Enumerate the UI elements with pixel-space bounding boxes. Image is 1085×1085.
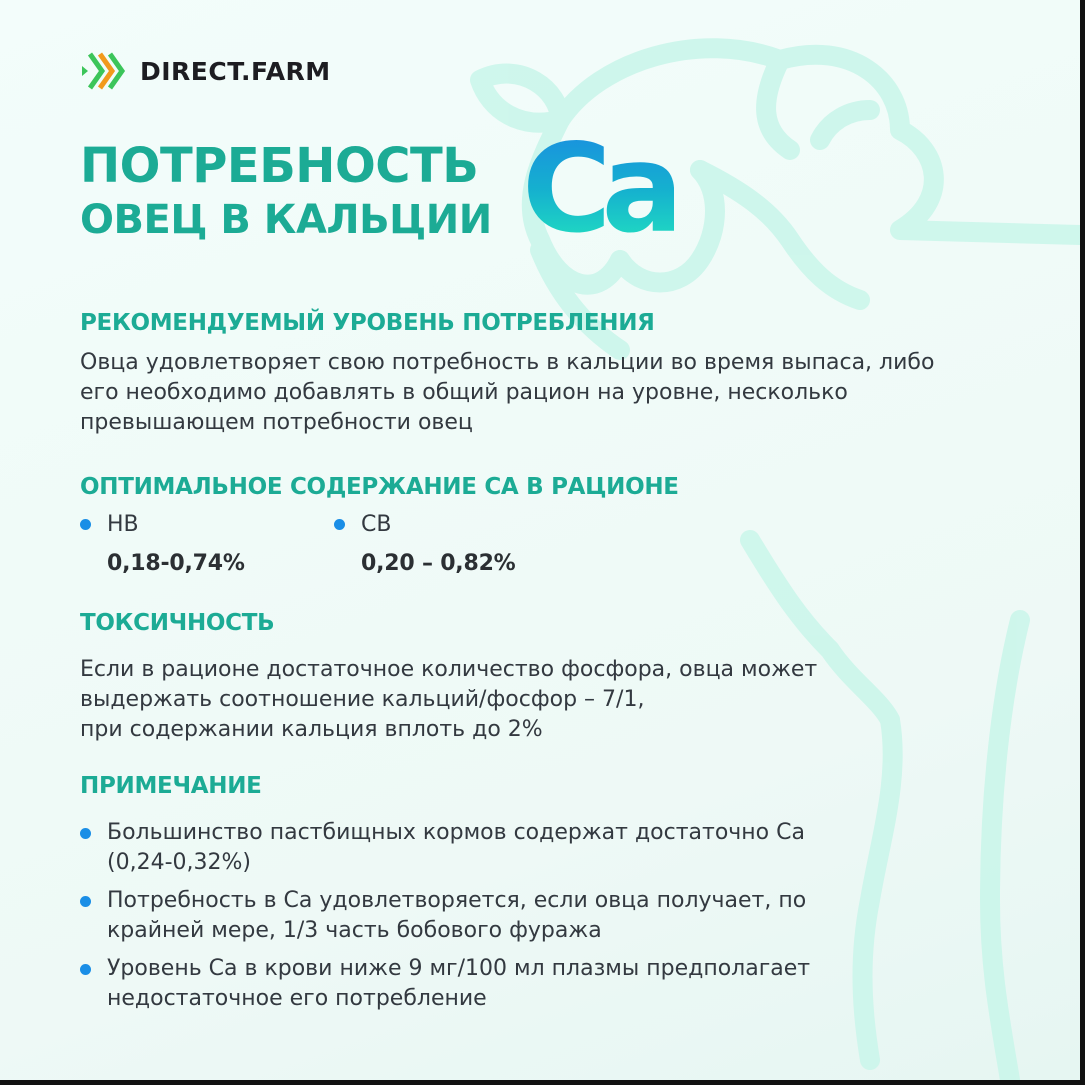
optimal-item-hb: [80, 512, 245, 576]
text-line: Овца удовлетворяет свою потребность в кальции во время выпаса, либо: [80, 350, 935, 375]
text-line: Уровень Са в крови ниже 9 мг/100 мл плазмы предполагает: [107, 956, 811, 981]
text-line: недостаточное его потребление: [107, 986, 487, 1011]
title-line-1: ПОТРЕБНОСТЬ: [80, 138, 479, 194]
optimal-label: НВ: [107, 512, 139, 537]
note-text: [107, 818, 805, 878]
optimal-item-cb: [334, 512, 516, 576]
list-item: [80, 886, 980, 946]
brand-logo: [80, 46, 331, 96]
chevrons-logo-icon: [80, 46, 130, 96]
text-line: (0,24-0,32%): [107, 850, 251, 875]
optimal-label: СВ: [361, 512, 392, 537]
text-line: Если в рационе достаточное количество фосфора, овца может: [80, 657, 818, 682]
text-line: выдержать соотношение кальций/фосфор – 7/1,: [80, 687, 645, 712]
bullet-icon: [80, 964, 91, 975]
list-item: [80, 954, 980, 1014]
optimal-label-row: [80, 512, 245, 537]
title-line-2: ОВЕЦ В КАЛЬЦИИ: [80, 197, 492, 243]
notes-list: [80, 818, 980, 1022]
text-line: его необходимо добавлять в общий рацион на уровне, несколько: [80, 380, 848, 405]
text-line: Потребность в Са удовлетворяется, если овца получает, по: [107, 888, 807, 913]
text-line: крайней мере, 1/3 часть бобового фуража: [107, 918, 602, 943]
brand-name: DIRECT.FARM: [140, 56, 331, 86]
note-text: [107, 954, 810, 1014]
calcium-symbol: Ca: [522, 118, 674, 260]
section-title-toxicity: ТОКСИЧНОСТЬ: [80, 610, 275, 636]
bullet-icon: [80, 828, 91, 839]
optimal-label-row: [334, 512, 516, 537]
toxicity-text: [80, 655, 817, 745]
text-line: превышающем потребности овец: [80, 410, 473, 435]
optimal-value: 0,20 – 0,82%: [361, 551, 516, 576]
bullet-icon: [80, 896, 91, 907]
recommended-text: [80, 348, 934, 438]
section-title-optimal: ОПТИМАЛЬНОЕ СОДЕРЖАНИЕ СА В РАЦИОНЕ: [80, 474, 679, 500]
page-title: [80, 138, 492, 243]
section-title-recommended: РЕКОМЕНДУЕМЫЙ УРОВЕНЬ ПОТРЕБЛЕНИЯ: [80, 310, 655, 336]
bullet-icon: [334, 519, 345, 530]
section-title-note: ПРИМЕЧАНИЕ: [80, 773, 262, 799]
bullet-icon: [80, 519, 91, 530]
list-item: [80, 818, 980, 878]
text-line: при содержании кальция вплоть до 2%: [80, 717, 543, 742]
note-text: [107, 886, 806, 946]
optimal-value: 0,18-0,74%: [107, 551, 245, 576]
text-line: Большинство пастбищных кормов содержат достаточно Са: [107, 820, 805, 845]
